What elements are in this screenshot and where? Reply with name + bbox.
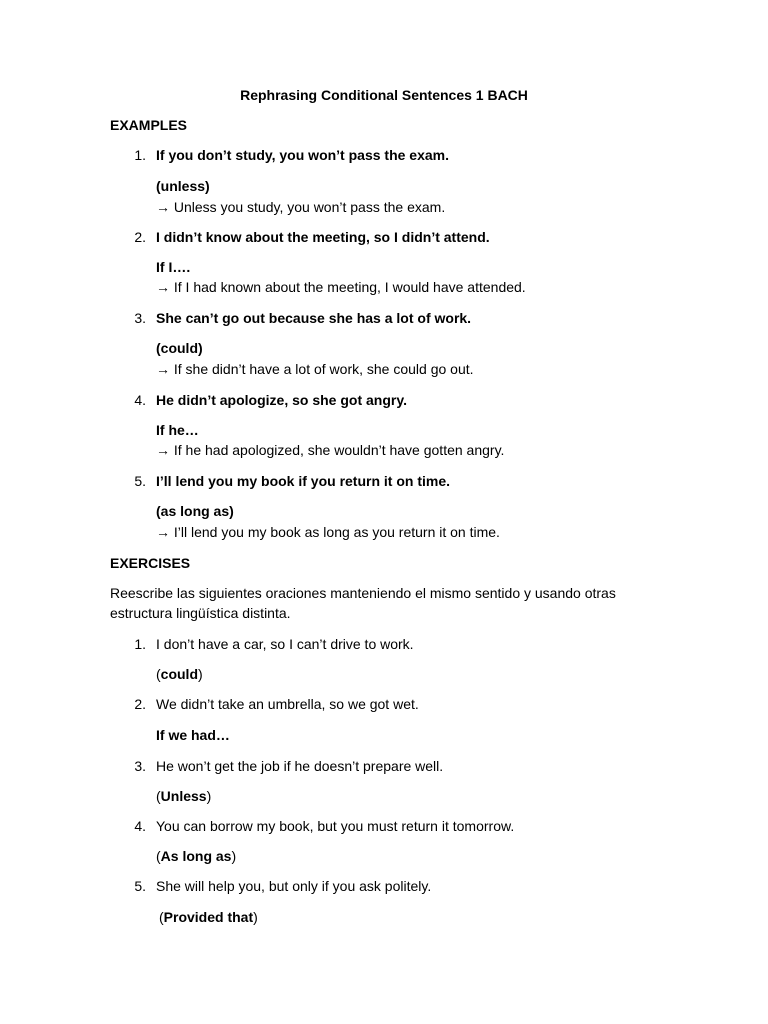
example-hint: (as long as): [156, 503, 234, 519]
hint-close-paren: ): [206, 788, 212, 804]
hint-close-paren: ): [253, 909, 258, 925]
hint-close-paren: ): [231, 848, 237, 864]
exercise-sentence: We didn’t take an umbrella, so we got wet.: [156, 696, 419, 712]
example-answer: → If he had apologized, she wouldn’t have gotten angry.: [156, 442, 505, 458]
exercise-sentence: I don’t have a car, so I can’t drive to work.: [156, 636, 414, 652]
example-hint: If he…: [156, 422, 199, 438]
example-answer: → If she didn’t have a lot of work, she could go out.: [156, 361, 474, 377]
exercise-sentence: You can borrow my book, but you must return it tomorrow.: [156, 818, 515, 834]
example-number: 3.: [134, 310, 146, 326]
exercise-hint: [156, 787, 211, 805]
example-hint: (unless): [156, 178, 210, 194]
exercise-number: 5.: [134, 878, 146, 894]
hint-open-paren: (: [156, 788, 161, 804]
exercise-sentence: She will help you, but only if you ask politely.: [156, 878, 432, 894]
example-number: 2.: [134, 229, 146, 245]
exercise-hint: [156, 665, 203, 683]
example-sentence: He didn’t apologize, so she got angry.: [156, 392, 407, 408]
example-answer: → Unless you study, you won’t pass the exam.: [156, 199, 446, 215]
hint-keyword: As long as: [160, 848, 232, 864]
example-answer: → If I had known about the meeting, I would have attended.: [156, 279, 526, 295]
example-hint: If I….: [156, 259, 191, 275]
hint-open-paren: (: [156, 848, 161, 864]
hint-keyword: If we had…: [156, 727, 230, 743]
example-sentence: If you don’t study, you won’t pass the exam.: [156, 147, 449, 163]
exercise-number: 2.: [134, 696, 146, 712]
exercise-hint: [159, 908, 258, 926]
exercise-number: 1.: [134, 636, 146, 652]
example-number: 5.: [134, 473, 146, 489]
exercises-instructions-line-2: estructura lingüística distinta.: [110, 605, 291, 621]
exercise-sentence: He won’t get the job if he doesn’t prepare well.: [156, 758, 444, 774]
page-title: Rephrasing Conditional Sentences 1 BACH: [240, 87, 528, 103]
hint-close-paren: ): [198, 666, 203, 682]
example-number: 1.: [134, 147, 146, 163]
example-sentence: She can’t go out because she has a lot of work.: [156, 310, 472, 326]
exercise-number: 4.: [134, 818, 146, 834]
exercises-heading: EXERCISES: [110, 555, 191, 571]
example-hint: (could): [156, 340, 203, 356]
example-number: 4.: [134, 392, 146, 408]
examples-heading: EXAMPLES: [110, 117, 188, 133]
example-sentence: I’ll lend you my book if you return it on time.: [156, 473, 451, 489]
exercise-hint: [156, 726, 230, 744]
hint-open-paren: (: [159, 909, 164, 925]
exercise-hint: [156, 847, 236, 865]
hint-keyword: could: [160, 666, 199, 682]
hint-keyword: Unless: [160, 788, 207, 804]
example-sentence: I didn’t know about the meeting, so I didn’t attend.: [156, 229, 490, 245]
hint-keyword: Provided that: [163, 909, 254, 925]
exercise-number: 3.: [134, 758, 146, 774]
hint-open-paren: (: [156, 666, 161, 682]
exercises-instructions-line-1: Reescribe las siguientes oraciones manteniendo el mismo sentido y usando otras: [110, 585, 616, 601]
example-answer: → I’ll lend you my book as long as you return it on time.: [156, 524, 500, 540]
